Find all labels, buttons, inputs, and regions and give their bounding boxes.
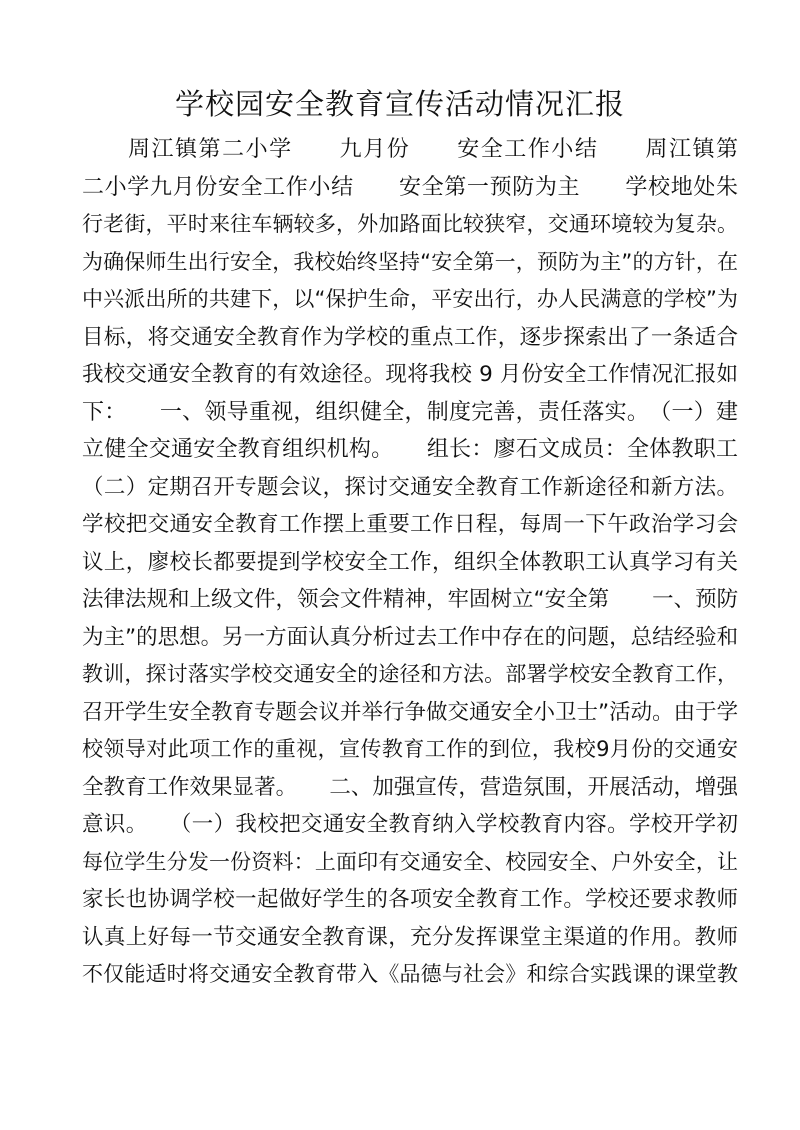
paragraph-line-text: 我校交通安全教育的有效途径。现将我校 9 月份安全工作情况汇报如 (82, 362, 738, 387)
paragraph-line-text: 下： 一、领导重视，组织健全，制度完善，责任落实。 （一）建 (82, 399, 738, 425)
paragraph-line (82, 656, 738, 694)
paragraph-line (82, 694, 738, 732)
paragraph-line (82, 206, 738, 244)
paragraph-line (82, 131, 738, 169)
paragraph-line-text: 目标，将交通安全教育作为学校的重点工作，逐步探索出了一条适合 (82, 324, 738, 350)
paragraph-line-text: 为主”的思想。另一方面认真分析过去工作中存在的问题，总结经验和 (82, 624, 738, 650)
paragraph-line (82, 581, 738, 619)
paragraph-line (82, 881, 738, 919)
paragraph-line-text: 为确保师生出行安全，我校始终坚持“安全第一，预防为主”的方针，在 (82, 249, 738, 274)
paragraph-line-text: 召开学生安全教育专题会议并举行争做交通安全小卫士”活动。由于学 (82, 699, 738, 725)
paragraph-line-text: 行老街，平时来往车辆较多，外加路面比较狭窄，交通环境较为复杂。 (82, 212, 738, 236)
paragraph-line-text: 校领导对此项工作的重视，宣传教育工作的到位，我校9月份的交通安 (82, 737, 738, 761)
paragraph-line-text: 全教育工作效果显著。 二、加强宣传，营造氛围，开展活动，增强 (82, 774, 738, 800)
paragraph-line (82, 806, 738, 844)
paragraph-line (82, 619, 738, 657)
paragraph-line (82, 469, 738, 507)
paragraph-line (82, 244, 738, 282)
paragraph-line-text: 法律法规和上级文件，领会文件精神，牢固树立“安全第 一、预防 (82, 587, 738, 612)
paragraph-line-text: 意识。 （一）我校把交通安全教育纳入学校教育内容。学校开学初 (82, 812, 738, 837)
paragraph-line (82, 356, 738, 394)
paragraph-line-text: 议上，廖校长都要提到学校安全工作，组织全体教职工认真学习有关 (82, 549, 738, 575)
paragraph-line (82, 844, 738, 882)
paragraph-line-text: 立健全交通安全教育组织机构。 组长：廖石文成员：全体教职工 (82, 437, 738, 462)
paragraph-line (82, 281, 738, 319)
paragraph-line-text: 二小学九月份安全工作小结 安全第一预防为主 学校地处朱 (82, 174, 738, 200)
paragraph-line (82, 169, 738, 207)
document-body (82, 131, 742, 994)
paragraph-line (82, 956, 738, 994)
paragraph-line-text: 家长也协调学校一起做好学生的各项安全教育工作。学校还要求教师 (82, 887, 738, 912)
paragraph-line (82, 544, 738, 582)
paragraph-line (82, 394, 738, 432)
paragraph-line (82, 506, 738, 544)
paragraph-line-text: 认真上好每一节交通安全教育课，充分发挥课堂主渠道的作用。教师 (82, 924, 738, 950)
paragraph-line (82, 769, 738, 807)
paragraph-line-text: 学校把交通安全教育工作摆上重要工作日程，每周一下午政治学习会 (82, 512, 738, 537)
paragraph-line (82, 919, 738, 957)
paragraph-line (82, 319, 738, 357)
paragraph-line (82, 731, 738, 769)
paragraph-line-text: 教训，探讨落实学校交通安全的途径和方法。部署学校安全教育工作， (82, 662, 738, 686)
paragraph-line-text: 每位学生分发一份资料：上面印有交通安全、校园安全、户外安全，让 (82, 849, 738, 874)
paragraph-line (82, 431, 738, 469)
paragraph-line-text: 中兴派出所的共建下，以“保护生命，平安出行，办人民满意的学校”为 (82, 287, 738, 311)
paragraph-line-text: 周江镇第二小学 九月份 安全工作小结 周江镇第 (128, 137, 738, 162)
paragraph-line-text: 不仅能适时将交通安全教育带入《品德与社会》和综合实践课的课堂教 (82, 962, 738, 986)
paragraph-line-text: （二）定期召开专题会议，探讨交通安全教育工作新途径和新方法。 (82, 474, 738, 500)
document-title: 学校园安全教育宣传活动情况汇报 (174, 87, 625, 121)
